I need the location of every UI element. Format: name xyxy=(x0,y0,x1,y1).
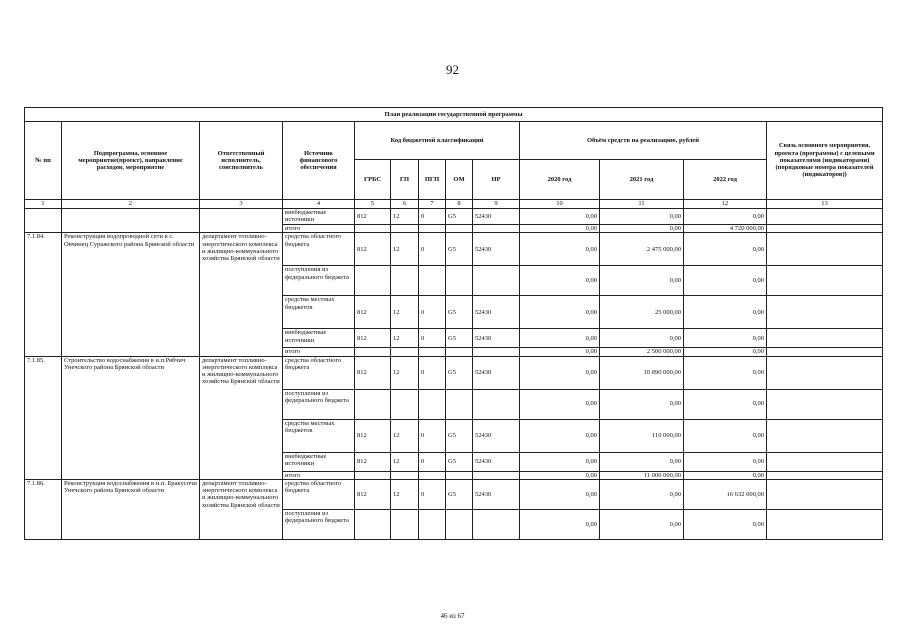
code-nr xyxy=(473,471,520,479)
row-number: 7.1.84. xyxy=(25,233,62,356)
empty-cell xyxy=(62,209,200,233)
code-gp: 12 xyxy=(391,329,419,348)
code-nr: 52430 xyxy=(473,356,520,389)
code-om xyxy=(446,471,473,479)
amount-2021: 11 000 000,00 xyxy=(600,471,684,479)
program-plan-table xyxy=(24,107,883,540)
indicator-link-cell xyxy=(767,296,883,329)
amount-2020: 0,00 xyxy=(520,233,600,266)
column-number: 5 xyxy=(355,200,391,209)
code-nr: 52430 xyxy=(473,452,520,471)
amount-2020: 0,00 xyxy=(520,348,600,356)
code-om: G5 xyxy=(446,452,473,471)
indicator-link-cell xyxy=(767,266,883,296)
code-pgp: 0 xyxy=(419,452,446,471)
code-om xyxy=(446,509,473,539)
funding-source: средства местных бюджетов xyxy=(283,419,355,452)
total-label: итого xyxy=(283,471,355,479)
amount-2022: 0,00 xyxy=(684,348,767,356)
code-gp xyxy=(391,225,419,233)
column-number: 7 xyxy=(419,200,446,209)
amount-2022: 0,00 xyxy=(684,209,767,225)
page-number: 92 xyxy=(446,62,459,77)
table-title: План реализации государственной программы xyxy=(25,108,883,122)
code-om xyxy=(446,266,473,296)
table-row xyxy=(25,209,883,225)
total-label: итого xyxy=(283,225,355,233)
code-gp xyxy=(391,266,419,296)
amount-2021: 0,00 xyxy=(600,209,684,225)
code-om: G5 xyxy=(446,209,473,225)
header-om: ОМ xyxy=(446,160,473,200)
table-row xyxy=(25,356,883,389)
code-pgp: 0 xyxy=(419,296,446,329)
indicator-link-cell xyxy=(767,471,883,479)
amount-2020: 0,00 xyxy=(520,452,600,471)
code-pgp: 0 xyxy=(419,419,446,452)
indicator-link-cell xyxy=(767,389,883,419)
amount-2021: 110 000,00 xyxy=(600,419,684,452)
funding-source: внебюджетные источники xyxy=(283,452,355,471)
amount-2022: 0,00 xyxy=(684,509,767,539)
code-nr xyxy=(473,389,520,419)
header-2020: 2020 год xyxy=(520,160,600,200)
code-gp: 12 xyxy=(391,479,419,509)
table-row xyxy=(25,479,883,509)
code-pgp xyxy=(419,509,446,539)
amount-2021: 2 475 000,00 xyxy=(600,233,684,266)
amount-2021: 10 890 000,00 xyxy=(600,356,684,389)
code-grbs: 812 xyxy=(355,296,391,329)
column-number: 10 xyxy=(520,200,600,209)
code-gp xyxy=(391,509,419,539)
code-pgp xyxy=(419,389,446,419)
amount-2022: 0,00 xyxy=(684,471,767,479)
code-nr: 52430 xyxy=(473,479,520,509)
code-nr: 52430 xyxy=(473,233,520,266)
code-om xyxy=(446,389,473,419)
funding-source: поступления из федерального бюджета xyxy=(283,389,355,419)
responsible-executor: департамент топливно-энергетического комплекса и жилищно-коммунального хозяйства Брянской области xyxy=(200,233,283,356)
amount-2022: 16 632 000,00 xyxy=(684,479,767,509)
amount-2022: 0,00 xyxy=(684,233,767,266)
amount-2022: 0,00 xyxy=(684,389,767,419)
amount-2022: 0,00 xyxy=(684,356,767,389)
funding-source: средства областного бюджета xyxy=(283,479,355,509)
column-number: 1 xyxy=(25,200,62,209)
header-num: № пп xyxy=(25,122,62,200)
amount-2021: 0,00 xyxy=(600,452,684,471)
measure-name: Реконструкция водоснабжения в н.п. Бракуспчи Унечского района Брянской области xyxy=(62,479,200,539)
measure-name: Строительство водоснабжения в н.п.Рябчич Унечского района Брянской области xyxy=(62,356,200,479)
amount-2020: 0,00 xyxy=(520,479,600,509)
row-number: 7.1.85. xyxy=(25,356,62,479)
code-pgp: 0 xyxy=(419,209,446,225)
row-number: 7.1.86. xyxy=(25,479,62,539)
code-om: G5 xyxy=(446,233,473,266)
column-number: 3 xyxy=(200,200,283,209)
amount-2020: 0,00 xyxy=(520,225,600,233)
empty-cell xyxy=(200,209,283,233)
code-grbs xyxy=(355,509,391,539)
table-row xyxy=(25,233,883,266)
amount-2020: 0,00 xyxy=(520,296,600,329)
code-pgp xyxy=(419,225,446,233)
amount-2020: 0,00 xyxy=(520,419,600,452)
amount-2020: 0,00 xyxy=(520,356,600,389)
column-number: 11 xyxy=(600,200,684,209)
code-om: G5 xyxy=(446,329,473,348)
amount-2020: 0,00 xyxy=(520,266,600,296)
indicator-link-cell xyxy=(767,348,883,356)
amount-2021: 2 500 000,00 xyxy=(600,348,684,356)
header-2021: 2021 год xyxy=(600,160,684,200)
code-grbs xyxy=(355,348,391,356)
amount-2022: 0,00 xyxy=(684,296,767,329)
code-grbs xyxy=(355,225,391,233)
code-pgp xyxy=(419,266,446,296)
funding-source: внебюджетные источники xyxy=(283,329,355,348)
code-grbs xyxy=(355,471,391,479)
code-nr xyxy=(473,509,520,539)
amount-2021: 0,00 xyxy=(600,225,684,233)
funding-source: внебюджетные источники xyxy=(283,209,355,225)
amount-2022: 0,00 xyxy=(684,329,767,348)
amount-2020: 0,00 xyxy=(520,329,600,348)
column-number: 6 xyxy=(391,200,419,209)
amount-2022: 0,00 xyxy=(684,452,767,471)
header-pgp: ПГП xyxy=(419,160,446,200)
code-grbs: 812 xyxy=(355,329,391,348)
funding-source: поступления из федерального бюджета xyxy=(283,266,355,296)
amount-2021: 0,00 xyxy=(600,389,684,419)
header-responsible: Ответственный исполнитель, соисполнитель xyxy=(200,122,283,200)
code-om: G5 xyxy=(446,419,473,452)
column-number: 13 xyxy=(767,200,883,209)
code-gp: 12 xyxy=(391,233,419,266)
indicator-link-cell xyxy=(767,233,883,266)
code-pgp: 0 xyxy=(419,479,446,509)
code-grbs: 812 xyxy=(355,209,391,225)
code-grbs: 812 xyxy=(355,233,391,266)
amount-2021: 0,00 xyxy=(600,479,684,509)
column-number: 12 xyxy=(684,200,767,209)
code-nr: 52430 xyxy=(473,419,520,452)
total-label: итого xyxy=(283,348,355,356)
header-grbs: ГРБС xyxy=(355,160,391,200)
code-grbs xyxy=(355,389,391,419)
column-number: 9 xyxy=(473,200,520,209)
code-pgp: 0 xyxy=(419,233,446,266)
code-grbs: 812 xyxy=(355,479,391,509)
code-nr xyxy=(473,266,520,296)
code-om xyxy=(446,348,473,356)
code-om: G5 xyxy=(446,296,473,329)
column-number: 4 xyxy=(283,200,355,209)
responsible-executor: департамент топливно-энергетического комплекса и жилищно-коммунального хозяйства Брянской области xyxy=(200,356,283,479)
indicator-link-cell xyxy=(767,225,883,233)
amount-2020: 0,00 xyxy=(520,209,600,225)
column-number: 8 xyxy=(446,200,473,209)
code-om xyxy=(446,225,473,233)
amount-2021: 0,00 xyxy=(600,509,684,539)
header-nr: НР xyxy=(473,160,520,200)
funding-source: средства местных бюджетов xyxy=(283,296,355,329)
responsible-executor: департамент топливно-энергетического комплекса и жилищно-коммунального хозяйства Брянской области xyxy=(200,479,283,539)
empty-cell xyxy=(25,209,62,233)
amount-2021: 0,00 xyxy=(600,266,684,296)
header-link: Связь основного мероприятия, проекта (программы) с целевыми показателями (индикаторами) (порядковые номера показателей (индикаторов)) xyxy=(767,122,883,200)
header-gp: ГП xyxy=(391,160,419,200)
funding-source: поступления из федерального бюджета xyxy=(283,509,355,539)
table-body xyxy=(25,209,883,540)
code-nr xyxy=(473,225,520,233)
amount-2020: 0,00 xyxy=(520,389,600,419)
indicator-link-cell xyxy=(767,509,883,539)
page-footer: 46 из 67 xyxy=(440,612,465,620)
code-pgp: 0 xyxy=(419,329,446,348)
code-pgp xyxy=(419,471,446,479)
indicator-link-cell xyxy=(767,356,883,389)
column-number: 2 xyxy=(62,200,200,209)
indicator-link-cell xyxy=(767,419,883,452)
header-kbk-group: Код бюджетной классификации xyxy=(355,122,520,160)
amount-2020: 0,00 xyxy=(520,471,600,479)
amount-2022: 0,00 xyxy=(684,266,767,296)
amount-2022: 4 720 000,00 xyxy=(684,225,767,233)
header-volume-group: Объём средств на реализацию, рублей xyxy=(520,122,767,160)
code-gp xyxy=(391,348,419,356)
code-gp xyxy=(391,471,419,479)
code-pgp: 0 xyxy=(419,356,446,389)
code-gp: 12 xyxy=(391,452,419,471)
measure-name: Реконструкция водопроводной сети в с. Овчинец Суражского района Брянской области xyxy=(62,233,200,356)
amount-2020: 0,00 xyxy=(520,509,600,539)
amount-2021: 25 000,00 xyxy=(600,296,684,329)
code-grbs: 812 xyxy=(355,419,391,452)
code-om: G5 xyxy=(446,479,473,509)
code-grbs: 812 xyxy=(355,452,391,471)
code-grbs: 812 xyxy=(355,356,391,389)
code-gp: 12 xyxy=(391,419,419,452)
indicator-link-cell xyxy=(767,209,883,225)
indicator-link-cell xyxy=(767,329,883,348)
amount-2021: 0,00 xyxy=(600,329,684,348)
code-gp: 12 xyxy=(391,356,419,389)
code-nr: 52430 xyxy=(473,329,520,348)
header-source: Источник финансового обеспечения xyxy=(283,122,355,200)
funding-source: средства областного бюджета xyxy=(283,233,355,266)
code-gp: 12 xyxy=(391,209,419,225)
code-grbs xyxy=(355,266,391,296)
code-om: G5 xyxy=(446,356,473,389)
code-nr: 52430 xyxy=(473,209,520,225)
code-gp xyxy=(391,389,419,419)
code-nr: 52430 xyxy=(473,296,520,329)
code-nr xyxy=(473,348,520,356)
funding-source: средства областного бюджета xyxy=(283,356,355,389)
code-gp: 12 xyxy=(391,296,419,329)
indicator-link-cell xyxy=(767,452,883,471)
code-pgp xyxy=(419,348,446,356)
indicator-link-cell xyxy=(767,479,883,509)
header-2022: 2022 год xyxy=(684,160,767,200)
amount-2022: 0,00 xyxy=(684,419,767,452)
header-subprogram: Подпрограмма, основное мероприятие(проект), направление расходов, мероприятие xyxy=(62,122,200,200)
